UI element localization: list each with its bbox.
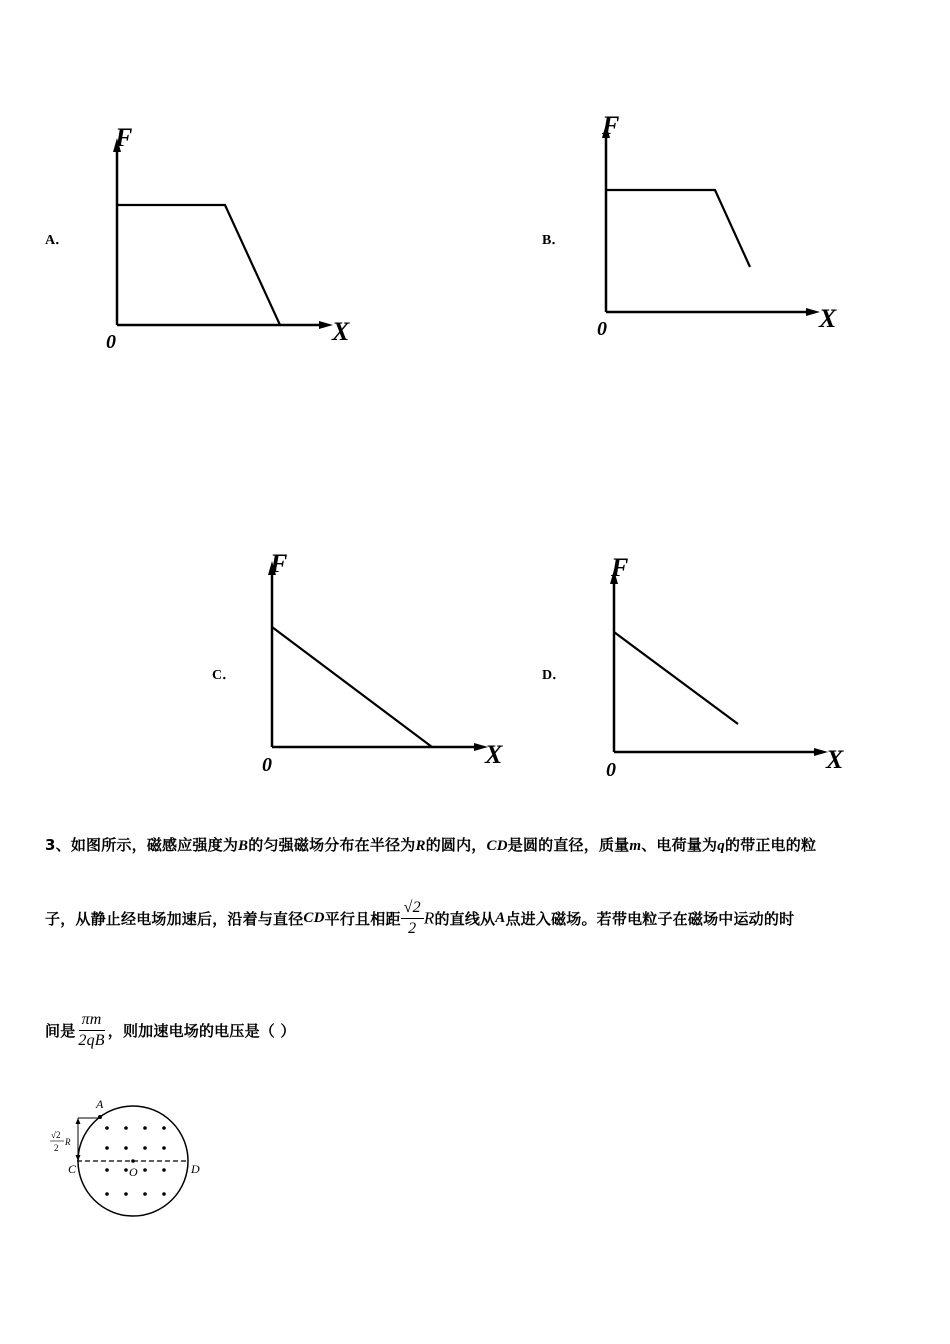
y-axis-label: F <box>270 549 288 578</box>
question-line-1: 3、如图所示，磁感应强度为B的匀强磁场分布在半径为R的圆内，CD是圆的直径，质量m、电荷量为q的带正电的粒 <box>45 836 817 854</box>
graph-line <box>117 205 280 325</box>
option-d-label: D． <box>542 668 567 683</box>
graph-line <box>272 627 432 747</box>
label-d: D <box>191 1162 200 1176</box>
question-line-3: 间是 $\frac{\pi m}{2qB}$ ，则加速电场的电压是（ ） <box>45 1011 296 1049</box>
x-axis-arrow <box>319 321 333 329</box>
point-a-dot <box>98 1115 102 1119</box>
dist-den: 2 <box>54 1143 59 1153</box>
y-axis-label: F <box>602 111 620 140</box>
origin-label: 0 <box>106 331 116 353</box>
time-fraction: $\frac{\pi m}{2qB}$ <box>78 1011 105 1049</box>
magnetic-field-figure <box>40 1090 220 1225</box>
label-a: A <box>96 1097 104 1111</box>
dist-tail: R <box>65 1137 71 1147</box>
label-o: O <box>129 1165 138 1179</box>
origin-label: 0 <box>597 318 607 340</box>
distance-fraction: $\frac{√2}{2}$ <box>401 898 424 939</box>
y-axis-label: F <box>115 123 133 152</box>
option-c-label: C． <box>212 668 237 683</box>
question-line-2: 子，从静止经电场加速后，沿着与直径CD平行且相距 $\frac{√2}{2}$ R的直线从A点进入磁场。若带电粒子在磁场中运动的时 <box>45 899 795 937</box>
graph-line <box>606 190 750 267</box>
option-b-label: B． <box>542 233 566 248</box>
origin-label: 0 <box>606 759 616 781</box>
x-axis-label: X <box>485 740 503 769</box>
x-axis-label: X <box>332 317 350 346</box>
option-a-graph <box>100 120 360 360</box>
x-axis-arrow <box>806 308 820 316</box>
option-b-graph <box>590 110 860 350</box>
center-o-dot <box>131 1159 135 1163</box>
x-axis-label: X <box>819 304 837 333</box>
option-a-label: A． <box>45 233 70 248</box>
y-axis-label: F <box>611 553 629 582</box>
option-d-graph <box>598 550 868 790</box>
graph-line <box>614 632 738 724</box>
label-c: C <box>68 1162 77 1176</box>
option-c-graph <box>255 545 515 785</box>
origin-label: 0 <box>262 754 272 776</box>
dist-num: √2 <box>51 1130 61 1140</box>
x-axis-label: X <box>826 745 844 774</box>
